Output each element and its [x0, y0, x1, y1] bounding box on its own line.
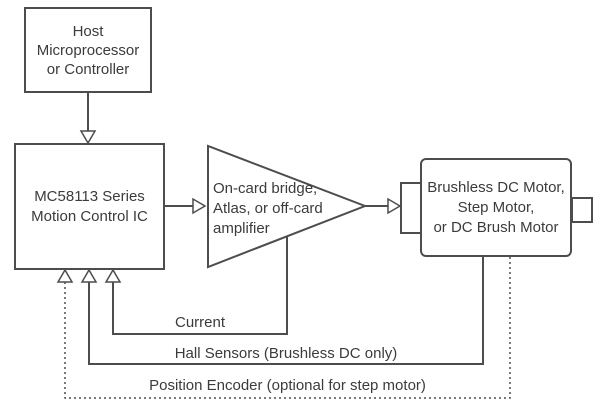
motor-box-label-line: Step Motor,: [457, 198, 535, 216]
host-box-label-line: or Controller: [46, 60, 130, 78]
motion-control-ic-box: [14, 143, 165, 270]
position-encoder-label: Position Encoder (optional for step motor): [149, 377, 426, 394]
amplifier-label-line: Atlas, or off-card: [213, 200, 323, 217]
mc-box-label-line: Motion Control IC: [31, 207, 148, 225]
controller-to-amplifier-arrowhead: [193, 199, 205, 213]
current-arrowhead: [106, 270, 120, 282]
host-box-label-line: Host: [72, 22, 104, 40]
amplifier-label: [213, 179, 363, 239]
current-label: Current: [174, 314, 226, 331]
amplifier-to-motor-arrowhead: [388, 199, 400, 213]
host-box-label-line: Microprocessor: [36, 41, 140, 59]
hall-sensors-label: Hall Sensors (Brushless DC only): [174, 345, 398, 362]
amplifier-label-line: On-card bridge,: [213, 180, 318, 197]
mc-box-label-line: MC58113 Series: [34, 187, 145, 205]
position-encoder-arrowhead: [58, 270, 72, 282]
motor-box-label-line: Brushless DC Motor,: [427, 178, 565, 196]
hall-sensors-arrowhead: [82, 270, 96, 282]
host-to-controller-arrowhead: [81, 131, 95, 143]
motor-flange: [401, 183, 421, 233]
host-microprocessor-box: [24, 7, 152, 93]
motor-box: [420, 158, 572, 257]
motor-shaft: [572, 198, 592, 222]
amplifier-label-line: amplifier: [213, 220, 270, 237]
motor-box-label-line: or DC Brush Motor: [433, 218, 559, 236]
